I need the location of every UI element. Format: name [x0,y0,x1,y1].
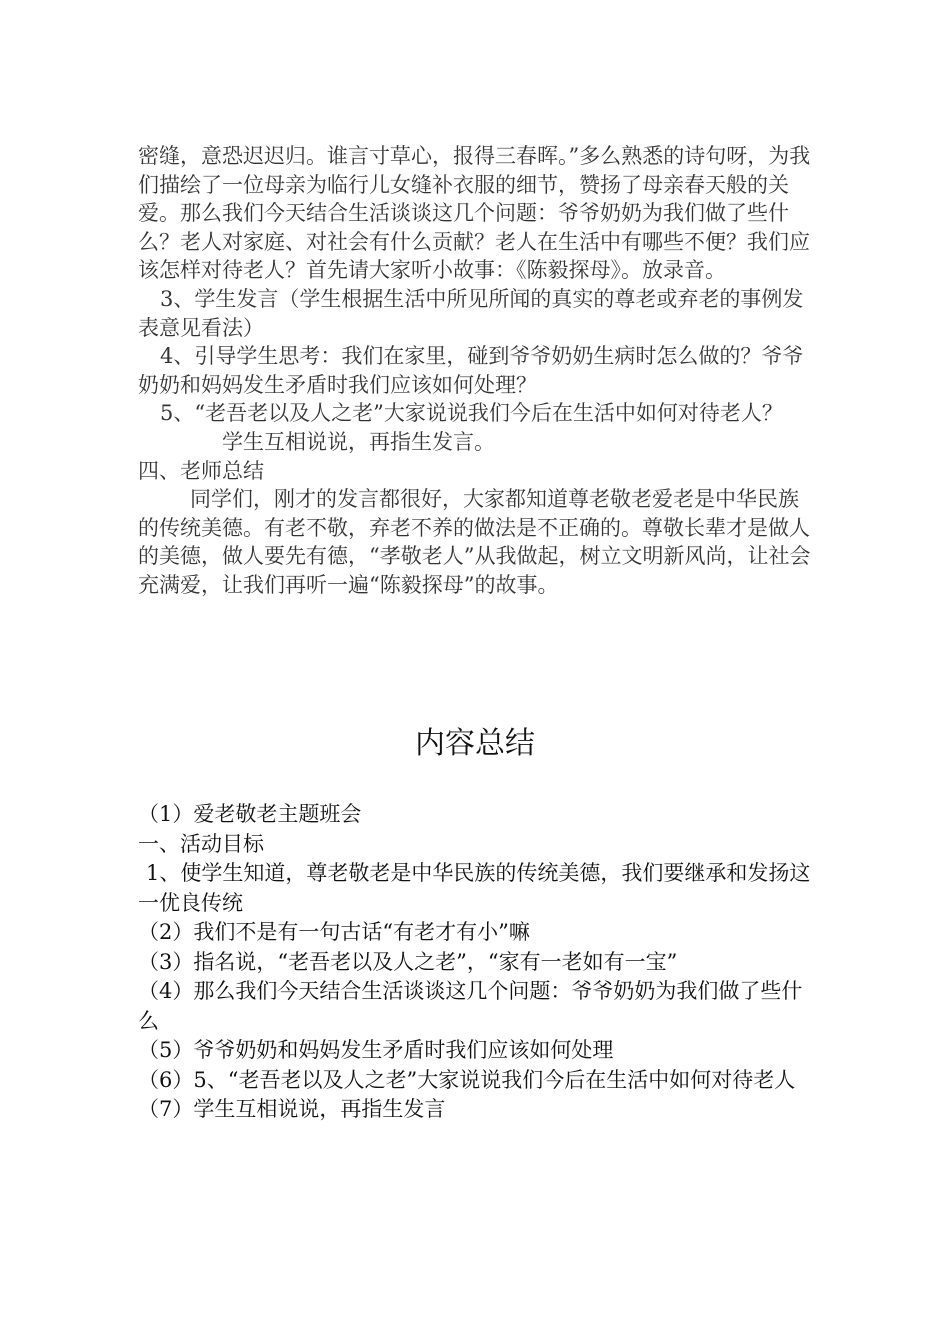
summary-item: （3）指名说，“老吾老以及人之老”，“家有一老如有一宝” [138,949,678,974]
summary-item: 1、使学生知道，尊老敬老是中华民族的传统美德，我们要继承和发扬这一优良传统 [138,861,811,915]
summary-item: （5）爷爷奶奶和妈妈发生矛盾时我们应该如何处理 [138,1038,614,1062]
summary-list [138,800,814,1125]
summary-title: 内容总结 [415,726,535,761]
lesson-body [138,142,814,600]
summary-item: （2）我们不是有一句古话“有老才有小”嘛 [138,920,530,944]
summary-item: （1）爱老敬老主题班会 [138,802,362,826]
summary-item: 一、活动目标 [138,831,264,856]
paragraph-discussion: 学生互相说说，再指生发言。 [222,429,495,454]
paragraph-intro: 密缝，意恐迟迟归。谁言寸草心，报得三春晖。”多么熟悉的诗句呀，为我们描绘了一位母亲为临行儿女缝补衣服的细节，赞扬了母亲春天般的关爱。那么我们今天结合生活谈谈这几个问题：爷爷奶奶为我们做了些什么？老人对家庭、对社会有什么贡献？老人在生活中有哪些不便？我们应该怎样对待老人？首先请大家听小故事：《陈毅探母》。放录音。 [138,144,811,283]
paragraph-step-3: 3、学生发言（学生根据生活中所见所闻的真实的尊老或弃老的事例发表意见看法） [138,286,804,340]
paragraph-teacher-summary: 同学们，刚才的发言都很好，大家都知道尊老敬老爱老是中华民族的传统美德。有老不敬，弃老不养的做法是不正确的。尊敬长辈才是做人的美德，做人要先有德，“孝敬老人”从我做起，树立文明新风尚，让社会充满爱，让我们再听一遍“陈毅探母”的故事。 [138,487,811,597]
summary-item: （4）那么我们今天结合生活谈谈这几个问题：爷爷奶奶为我们做了些什么 [138,979,803,1033]
summary-item: （6）5、“老吾老以及人之老”大家说说我们今后在生活中如何对待老人 [138,1067,796,1092]
paragraph-step-4: 4、引导学生思考：我们在家里，碰到爷爷奶奶生病时怎么做的？爷爷奶奶和妈妈发生矛盾时我们应该如何处理？ [138,344,804,397]
summary-item: （7）学生互相说说，再指生发言 [138,1097,446,1121]
section-heading-teacher-summary: 四、老师总结 [138,458,264,483]
paragraph-step-5: 5、“老吾老以及人之老”大家说说我们今后在生活中如何对待老人？ [160,401,783,426]
